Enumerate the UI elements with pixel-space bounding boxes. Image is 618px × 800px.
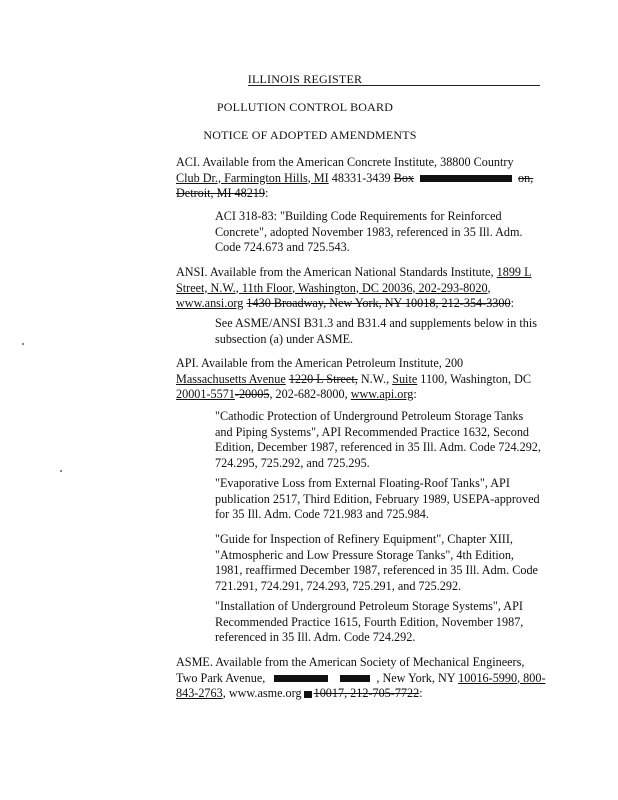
api-item-3-line-2: "Atmospheric and Low Pressure Storage Tanks", 4th Edition, (215, 547, 514, 562)
header-rule (248, 85, 540, 86)
ansi-reference (215, 316, 545, 347)
api-item-1-line-2: and Piping Systems", API Recommended Practice 1632, Second (215, 424, 530, 439)
asme-website: , www.asme.org (222, 686, 302, 700)
asme-city: , New York, NY (376, 670, 459, 685)
aci-city-old: Detroit, MI 48219 (176, 186, 266, 200)
ansi-website: www.ansi.org (176, 296, 244, 310)
ansi-line-3 (176, 296, 556, 312)
api-item-1-line-1: "Cathodic Protection of Underground Petroleum Storage Tanks (215, 409, 524, 423)
api-item-1-line-4: 724.295, 725.292, and 725.295. (215, 455, 370, 470)
asme-phone-new: 843-2763 (176, 686, 223, 700)
asme-line-1: ASME. Available from the American Society of Mechanical Engineers, (176, 655, 525, 669)
api-item-3 (215, 532, 545, 594)
ansi-paragraph (176, 265, 556, 312)
api-item-1-line-3: Edition, December 1987, referenced in 35 Ill. Adm. Code 724.292, (215, 440, 541, 454)
api-item-4-line-3: referenced in 35 Ill. Adm. Code 724.292. (215, 630, 416, 644)
asme-colon: : (419, 686, 423, 700)
api-street-new: Massachusetts Avenue (176, 371, 286, 386)
ansi-ref-line-1: See ASME/ANSI B31.3 and B31.4 and supplements below in this (215, 316, 537, 330)
api-city: 1100, Washington, DC (417, 371, 532, 386)
aci-line-2 (176, 171, 556, 187)
api-item-4-line-1: "Installation of Underground Petroleum Storage Systems", API (215, 599, 523, 613)
api-item-2-line-3: for 35 Ill. Adm. Code 721.983 and 725.984. (215, 507, 429, 521)
ansi-line-1 (176, 265, 556, 281)
asme-line-2 (176, 671, 556, 687)
aci-colon: : (265, 186, 269, 200)
ansi-ref-line-2: subsection (a) under ASME. (215, 331, 354, 346)
board-title: POLLUTION CONTROL BOARD (216, 100, 394, 114)
api-line-2 (176, 372, 556, 388)
aci-ref-line-2: Concrete", adopted November 1983, referenced in 35 Ill. Adm. (215, 224, 523, 239)
asme-line-3 (176, 686, 556, 702)
notice-title: NOTICE OF ADOPTED AMENDMENTS (203, 128, 417, 142)
aci-address-old-end: on, (518, 170, 534, 185)
api-line-3 (176, 387, 556, 403)
api-item-2-line-1: "Evaporative Loss from External Floating-Roof Tanks", API (215, 476, 510, 490)
api-nw: N.W., (357, 371, 393, 386)
api-item-3-line-3: 1981, reaffirmed December 1987, referenced in 35 Ill. Adm. Code (215, 563, 538, 577)
api-phone: , 202-682-8000, (269, 387, 351, 401)
api-paragraph (176, 356, 556, 403)
api-item-1 (215, 409, 545, 471)
api-item-4 (215, 599, 545, 646)
aci-ref-line-1: ACI 318-83: "Building Code Requirements for Reinforced (215, 209, 502, 223)
asme-zip-new: 10016-5990, 800- (458, 670, 546, 685)
aci-paragraph (176, 155, 556, 202)
api-website: www.api.org (350, 387, 414, 401)
asme-street: Two Park Avenue, (176, 670, 269, 685)
ansi-address-old: 1430 Broadway, New York, NY 10018, 212-354-3300 (246, 296, 511, 310)
redaction-mark (420, 175, 512, 182)
ansi-intro: ANSI. Available from the American National Standards Institute, (176, 265, 497, 279)
api-colon: : (413, 387, 417, 401)
aci-address-new: Club Dr., Farmington Hills, MI (176, 170, 329, 185)
aci-ref-line-3: Code 724.673 and 725.543. (215, 240, 350, 254)
asme-paragraph (176, 655, 556, 702)
redaction-mark (340, 675, 370, 682)
scan-speck (60, 470, 62, 472)
api-zip-old: -20005 (234, 387, 270, 401)
aci-zip: 48331-3439 (328, 170, 391, 185)
api-line-1: API. Available from the American Petroleum Institute, 200 (176, 356, 464, 370)
aci-reference (215, 209, 545, 256)
scan-speck (22, 343, 24, 345)
api-item-2 (215, 476, 545, 523)
aci-line-1: ACI. Available from the American Concrete Institute, 38800 Country (176, 155, 514, 169)
register-title: ILLINOIS REGISTER (247, 72, 363, 86)
ansi-colon: : (510, 296, 514, 310)
redaction-mark (304, 691, 312, 698)
api-suite-new: Suite (392, 371, 418, 386)
aci-line-3 (176, 186, 556, 202)
redaction-mark (274, 675, 328, 682)
aci-box-old: Box (393, 170, 415, 185)
api-item-4-line-2: Recommended Practice 1615, Fourth Edition, November 1987, (215, 614, 524, 629)
ansi-line-2: Street, N.W., 11th Floor, Washington, DC 20036, 202-293-8020, (176, 280, 491, 295)
api-item-2-line-2: publication 2517, Third Edition, February 1989, USEPA-approved (215, 491, 540, 506)
api-item-3-line-1: "Guide for Inspection of Refinery Equipment", Chapter XIII, (215, 532, 513, 546)
api-item-3-line-4: 721.291, 724.291, 724.293, 725.291, and 725.292. (215, 578, 462, 593)
api-street-old: 1220 L Street, (288, 371, 358, 386)
ansi-street-new: 1899 L (496, 265, 532, 279)
api-zip-new: 20001-5571 (176, 387, 235, 401)
asme-old-contact: 10017, 212-705-7722 (313, 686, 420, 700)
